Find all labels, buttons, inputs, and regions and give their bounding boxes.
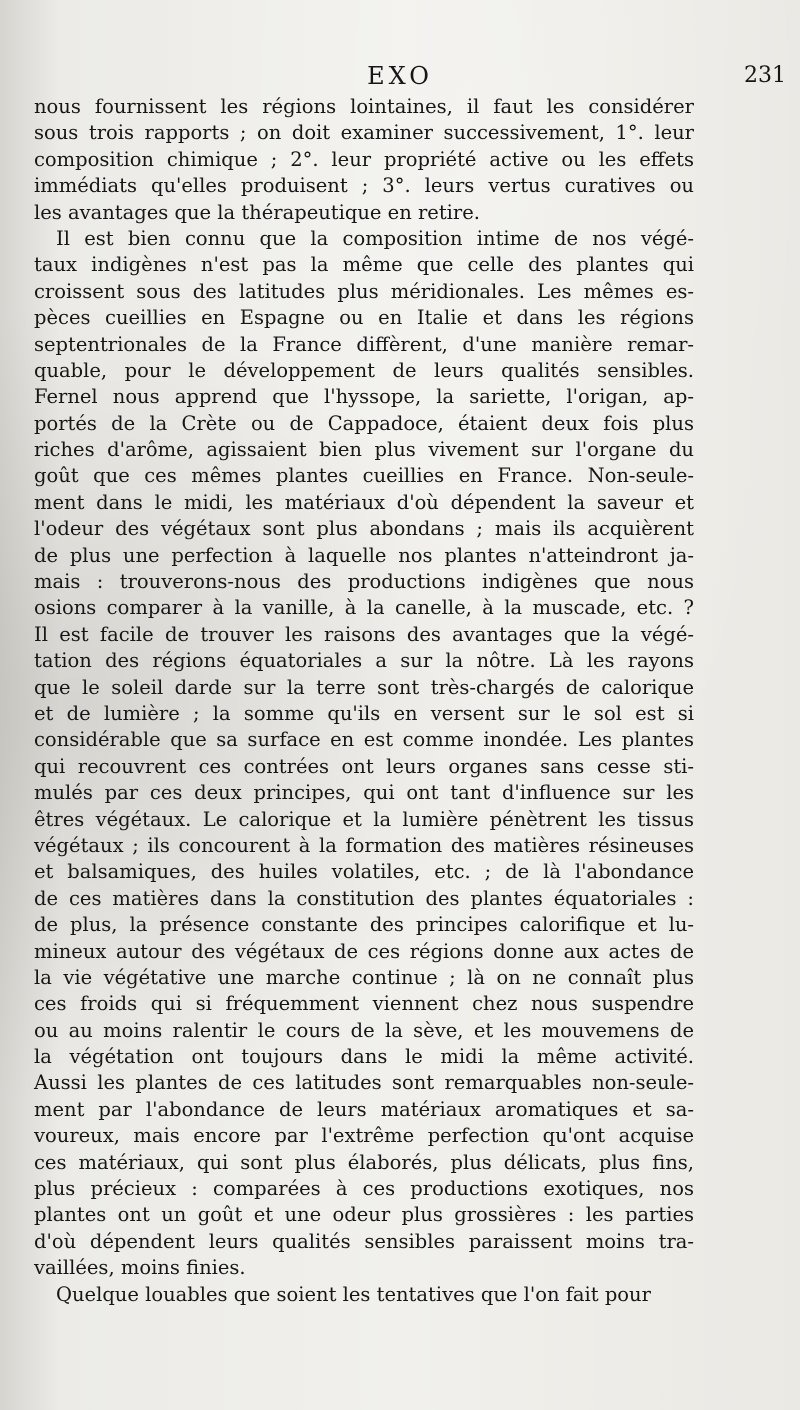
text-line: et balsamiques, des huiles volatiles, etc. ; de là l'abondance [34, 860, 694, 884]
text-line: tation des régions équatoriales a sur la nôtre. Là les rayons [34, 649, 694, 673]
paragraph [34, 94, 694, 226]
text-line: les avantages que la thérapeutique en retire. [34, 200, 480, 224]
text-line: de plus, la présence constante des principes calorifique et lu- [34, 913, 694, 937]
paragraph [34, 1282, 694, 1308]
page-header [0, 60, 800, 92]
text-line: êtres végétaux. Le calorique et la lumière pénètrent les tissus [34, 807, 694, 831]
text-line: ces froids qui si fréquemment viennent chez nous suspendre [34, 992, 694, 1016]
text-line: ou au moins ralentir le cours de la sève, et les mouvemens de [34, 1018, 694, 1042]
text-line: Il est bien connu que la composition intime de nos végé- [56, 226, 694, 250]
text-line: considérable que sa surface en est comme inondée. Les plantes [34, 728, 694, 752]
page-number: 231 [744, 63, 786, 88]
text-line: pèces cueillies en Espagne ou en Italie et dans les régions [34, 306, 694, 330]
text-line: septentrionales de la France diffèrent, d'une manière remar- [34, 332, 694, 356]
body-text [34, 94, 694, 1308]
text-line: mulés par ces deux principes, qui ont tant d'influence sur les [34, 781, 694, 805]
text-line: de ces matières dans la constitution des plantes équatoriales : [34, 886, 694, 910]
text-line: la vie végétative une marche continue ; là on ne connaît plus [34, 965, 694, 989]
text-line: nous fournissent les régions lointaines, il faut les considérer [34, 95, 694, 118]
text-line: la végétation ont toujours dans le midi la même activité. [34, 1045, 694, 1069]
text-line: Aussi les plantes de ces latitudes sont remarquables non-seule- [34, 1071, 694, 1095]
text-line: mineux autour des végétaux de ces régions donne aux actes de [34, 939, 694, 963]
text-line: voureux, mais encore par l'extrême perfection qu'ont acquise [34, 1124, 694, 1148]
text-line: taux indigènes n'est pas la même que celle des plantes qui [34, 253, 694, 277]
text-line: ces matériaux, qui sont plus élaborés, plus délicats, plus fins, [34, 1150, 694, 1174]
text-line: ment par l'abondance de leurs matériaux aromatiques et sa- [34, 1097, 694, 1121]
text-line: portés de la Crète ou de Cappadoce, étaient deux fois plus [34, 411, 694, 435]
text-line: croissent sous des latitudes plus méridionales. Les mêmes es- [34, 279, 694, 303]
text-line: Il est facile de trouver les raisons des avantages que la végé- [34, 622, 694, 646]
text-line: quable, pour le développement de leurs qualités sensibles. [34, 358, 694, 382]
text-line: ment dans le midi, les matériaux d'où dépendent la saveur et [34, 490, 694, 514]
text-line: végétaux ; ils concourent à la formation des matières résineuses [34, 833, 694, 857]
text-line: que le soleil darde sur la terre sont très-chargés de calorique [34, 675, 694, 699]
text-line: d'où dépendent leurs qualités sensibles paraissent moins tra- [34, 1229, 694, 1253]
paragraph [34, 226, 694, 1282]
text-line: sous trois rapports ; on doit examiner successivement, 1°. leur [34, 121, 694, 145]
running-head: EXO [367, 62, 433, 90]
text-line: l'odeur des végétaux sont plus abondans ; mais ils acquièrent [34, 517, 694, 541]
text-line: Quelque louables que soient les tentatives que l'on fait pour [56, 1282, 651, 1306]
text-line: vaillées, moins finies. [34, 1256, 246, 1280]
text-line: composition chimique ; 2°. leur propriété active ou les effets [34, 147, 694, 171]
text-line: riches d'arôme, agissaient bien plus vivement sur l'organe du [34, 438, 694, 462]
text-line: Fernel nous apprend que l'hyssope, la sariette, l'origan, ap- [34, 385, 694, 409]
text-line: plus précieux : comparées à ces productions exotiques, nos [34, 1177, 694, 1201]
text-line: de plus une perfection à laquelle nos plantes n'atteindront ja- [34, 543, 694, 567]
text-line: immédiats qu'elles produisent ; 3°. leurs vertus curatives ou [34, 174, 694, 198]
text-line: goût que ces mêmes plantes cueillies en France. Non-seule- [34, 464, 694, 488]
text-line: qui recouvrent ces contrées ont leurs organes sans cesse sti- [34, 754, 694, 778]
text-line: et de lumière ; la somme qu'ils en versent sur le sol est si [34, 701, 694, 725]
text-line: plantes ont un goût et une odeur plus grossières : les parties [34, 1203, 694, 1227]
text-line: mais : trouverons-nous des productions indigènes que nous [34, 570, 694, 594]
text-line: osions comparer à la vanille, à la canelle, à la muscade, etc. ? [34, 596, 694, 620]
